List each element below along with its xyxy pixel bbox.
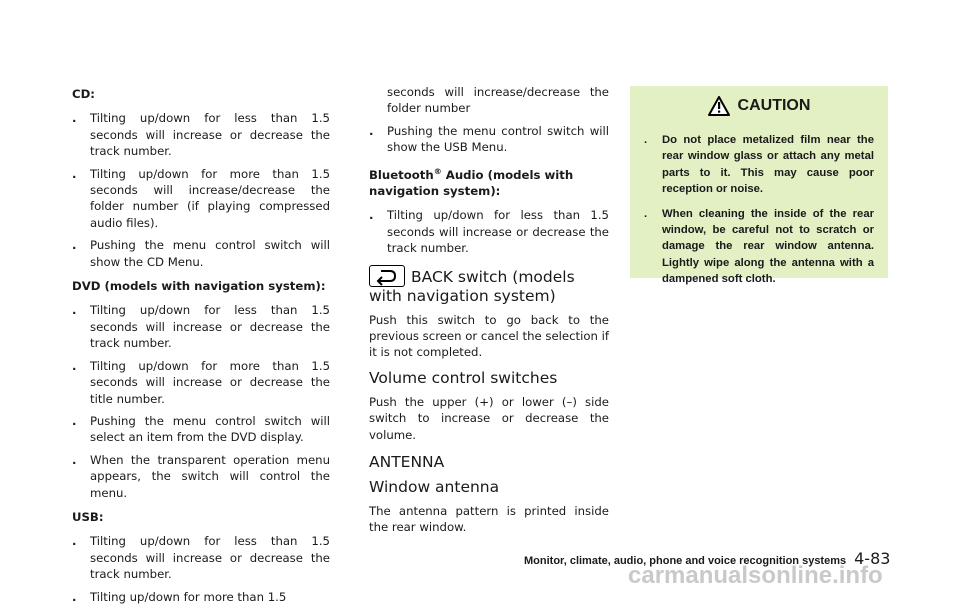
list-item: . Tilting up/down for less than 1.5 seconds will increase or decrease the track number. [369, 208, 609, 256]
bluetooth-heading: Bluetooth® Audio (models with navigation system): [369, 166, 574, 198]
caution-box [630, 86, 888, 286]
bullet: . [369, 123, 374, 138]
watermark: carmanualsonline.info [628, 562, 883, 589]
list-item: . When cleaning the inside of the rear window, be careful not to scratch or damage the rear window antenna. Lightly wipe along the antenna with a dampened soft cloth. [644, 207, 874, 286]
list-item: . Tilting up/down for more than 1.5 seconds will increase or decrease the title number. [72, 358, 330, 406]
caution-header [630, 86, 888, 126]
bullet: . [72, 534, 77, 549]
bullet: . [644, 207, 648, 220]
list-item: . Tilting up/down for more than 1.5 seconds will increase/decrease the folder number (if playing compressed audio files). [72, 166, 330, 230]
list-item: . Tilting up/down for less than 1.5 seconds will increase or decrease the track number. [72, 111, 330, 159]
window-antenna-text: The antenna pattern is printed inside the rear window. [369, 503, 609, 535]
column-right [630, 86, 888, 286]
list-item: . Pushing the menu control switch will select an item from the DVD display. [72, 413, 330, 445]
list-item: . Pushing the menu control switch will show the CD Menu. [72, 238, 330, 269]
bullet: . [72, 303, 77, 318]
cd-heading: CD: [72, 87, 95, 101]
list-item: . Tilting up/down for less than 1.5 seconds will increase or decrease the track number. [72, 303, 330, 351]
volume-heading: Volume control switches [369, 368, 558, 387]
continued-text: seconds will increase/decrease the folder number [387, 85, 609, 116]
bullet: . [644, 134, 648, 146]
column-left [72, 86, 330, 613]
list-item: . Pushing the menu control switch will show the USB Menu. [369, 123, 609, 155]
volume-text: Push the upper (+) or lower (–) side switch to increase or decrease the volume. [369, 394, 609, 442]
bluetooth-list [369, 207, 609, 256]
caution-title: CAUTION [737, 97, 811, 114]
caution-list [644, 132, 874, 288]
window-antenna-heading: Window antenna [369, 477, 500, 496]
bullet: . [72, 238, 77, 253]
list-item: . Do not place metalized film near the rear window glass or attach any metal parts to it. This may cause poor reception or noise. [644, 134, 874, 196]
usb-list [72, 533, 330, 605]
back-arrow-icon [369, 265, 405, 287]
bullet: . [72, 111, 77, 126]
list-item: . Tilting up/down for less than 1.5 seconds will increase or decrease the track number. [72, 534, 330, 582]
list-item: . When the transparent operation menu appears, the switch will control the menu. [72, 452, 330, 500]
bullet: . [72, 358, 77, 373]
dvd-heading: DVD (models with navigation system): [72, 279, 326, 294]
bullet: . [72, 166, 77, 181]
page-number: 4-83 [854, 549, 891, 568]
usb-menu-list [369, 123, 609, 156]
warning-triangle-icon [708, 96, 730, 116]
dvd-list [72, 302, 330, 500]
back-switch-heading: BACK switch (models with navigation system) [369, 265, 609, 306]
bullet: . [369, 208, 374, 223]
footer-section-title: Monitor, climate, audio, phone and voice recognition systems [524, 555, 847, 567]
list-item: . Tilting up/down for more than 1.5 [72, 589, 287, 604]
bullet: . [72, 452, 77, 467]
bullet: . [72, 413, 77, 428]
back-switch-text: Push this switch to go back to the previous screen or cancel the selection if it is not completed. [369, 312, 609, 360]
antenna-heading: ANTENNA [369, 452, 445, 471]
column-middle [369, 86, 609, 544]
cd-list [72, 110, 330, 270]
usb-heading: USB: [72, 509, 104, 524]
bullet: . [72, 589, 77, 604]
